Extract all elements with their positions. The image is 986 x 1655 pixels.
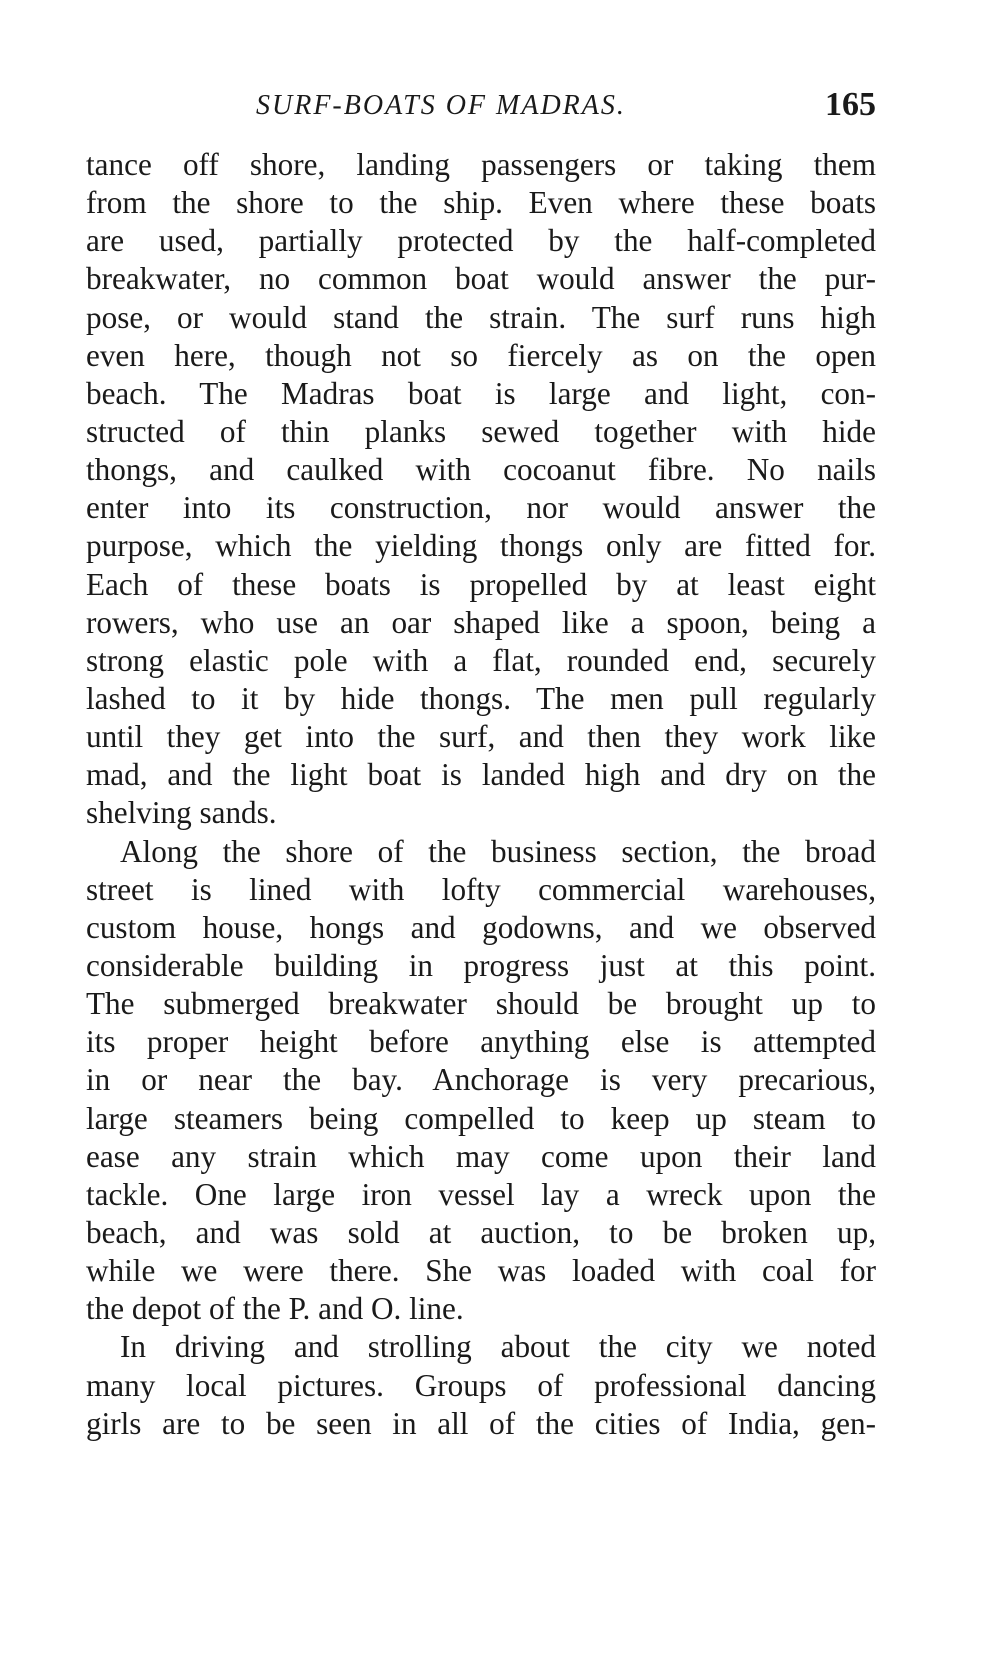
text-line: tackle. One large iron vessel lay a wreck upon the: [86, 1176, 876, 1212]
text-line: beach. The Madras boat is large and light, con-: [86, 375, 876, 411]
text-line: in or near the bay. Anchorage is very precarious,: [86, 1062, 876, 1098]
text-line: pose, or would stand the strain. The surf runs high: [86, 299, 876, 335]
text-line: structed of thin planks sewed together with hide: [86, 413, 876, 449]
text-line: Each of these boats is propelled by at least eight: [86, 566, 876, 602]
text-line: lashed to it by hide thongs. The men pull regularly: [86, 680, 876, 716]
running-title: SURF-BOATS OF MADRAS.: [256, 90, 626, 121]
text-line: its proper height before anything else is attempted: [86, 1024, 876, 1060]
running-header: [86, 86, 876, 130]
text-line: Along the shore of the business section, the broad: [120, 833, 876, 869]
text-line: tance off shore, landing passengers or taking them: [86, 147, 876, 182]
text-line: are used, partially protected by the half-completed: [86, 223, 876, 259]
text-line: ease any strain which may come upon their land: [86, 1138, 876, 1174]
text-line: In driving and strolling about the city we noted: [120, 1329, 876, 1365]
text-line: enter into its construction, nor would answer the: [86, 490, 876, 526]
text-line: from the shore to the ship. Even where these boats: [86, 185, 876, 221]
text-line: rowers, who use an oar shaped like a spoon, being a: [86, 604, 876, 640]
text-line: many local pictures. Groups of professional dancing: [86, 1367, 876, 1403]
text-line: breakwater, no common boat would answer the pur-: [86, 261, 876, 297]
body-text: [86, 146, 876, 1443]
text-line: street is lined with lofty commercial warehouses,: [86, 871, 876, 907]
paragraph: [86, 146, 876, 833]
text-line: until they get into the surf, and then they work like: [86, 719, 876, 755]
text-line: strong elastic pole with a flat, rounded end, securely: [86, 642, 876, 678]
page-number: 165: [825, 86, 876, 123]
paragraph: [86, 1328, 876, 1442]
text-line: the depot of the P. and O. line.: [86, 1291, 464, 1327]
text-line: mad, and the light boat is landed high and dry on the: [86, 757, 876, 793]
text-line: considerable building in progress just at this point.: [86, 947, 876, 983]
text-line: purpose, which the yielding thongs only are fitted for.: [86, 528, 876, 564]
text-line: while we were there. She was loaded with coal for: [86, 1253, 876, 1289]
text-line: even here, though not so fiercely as on the open: [86, 337, 876, 373]
text-line: thongs, and caulked with cocoanut fibre. No nails: [86, 452, 876, 488]
text-line: custom house, hongs and godowns, and we observed: [86, 909, 876, 945]
text-line: beach, and was sold at auction, to be broken up,: [86, 1214, 876, 1250]
text-line: The submerged breakwater should be brought up to: [86, 986, 876, 1022]
text-line: shelving sands.: [86, 795, 277, 831]
text-line: large steamers being compelled to keep up steam to: [86, 1100, 876, 1136]
paragraph: [86, 833, 876, 1329]
text-line: girls are to be seen in all of the cities of India, gen-: [86, 1405, 876, 1441]
